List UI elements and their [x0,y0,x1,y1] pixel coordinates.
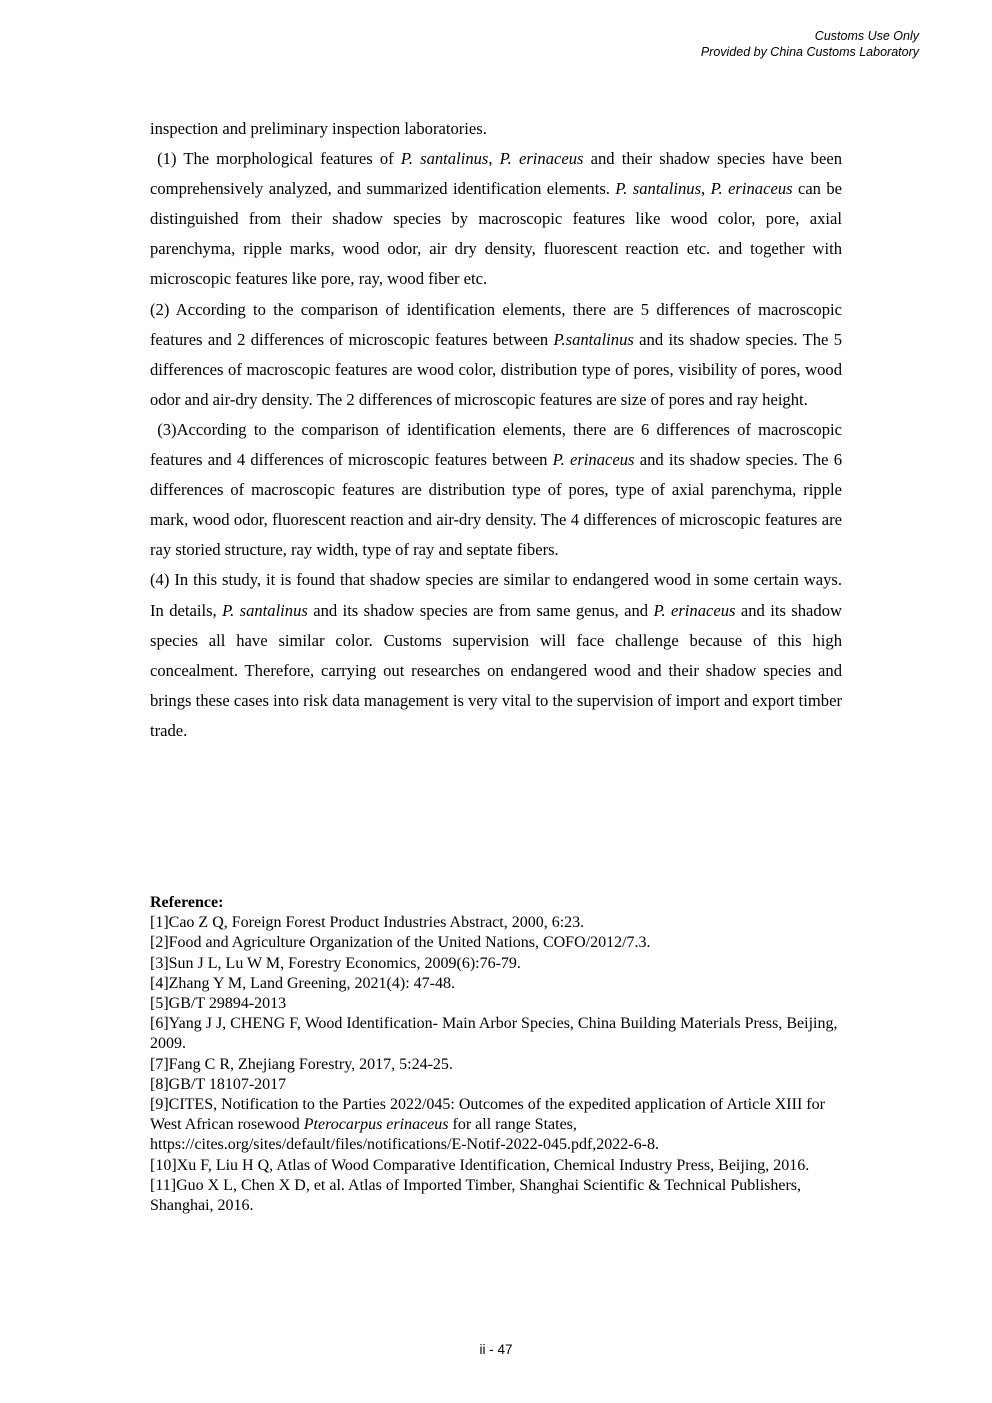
page-header [701,28,919,60]
reference-item: [7]Fang C R, Zhejiang Forestry, 2017, 5:24-25. [150,1055,453,1073]
species-name: P. santalinus [400,149,489,169]
header-line-customs-use: Customs Use Only [814,29,919,43]
species-name: P. erinaceus [710,179,793,199]
species-name: P. santalinus [222,600,308,620]
reference-item: [6]Yang J J, CHENG F, Wood Identification- Main Arbor Species, China Building Materials Press, Beijing, 2009. [150,1015,838,1053]
species-name: P. erinaceus [499,149,584,169]
reference-item: [5]GB/T 29894-2013 [150,995,287,1013]
reference-item: [3]Sun J L, Lu W M, Forestry Economics, 2009(6):76-79. [150,954,521,972]
paragraph-2: (2) According to the comparison of identification elements, there are 5 differences of macroscopic features and 2 differences of microscopic features between P.santalinus and its shadow species. The 5 differences of macroscopic features are wood color, distribution type of pores, visibility of pores, wood odor and air-dry density. The 2 differences of microscopic features are size of pores and ray height. [150,299,842,409]
header-line-provider: Provided by China Customs Laboratory [700,45,919,59]
species-name: P. erinaceus [653,600,736,620]
reference-item: [11]Guo X L, Chen X D, et al. Atlas of Imported Timber, Shanghai Scientific & Technical Publishers, Shanghai, 2016. [150,1176,802,1215]
reference-item: [2]Food and Agriculture Organization of the United Nations, COFO/2012/7.3. [150,934,651,952]
reference-item: [8]GB/T 18107-2017 [150,1075,287,1093]
species-name: P.santalinus [553,329,634,349]
species-name: P. erinaceus [552,450,635,470]
reference-item: [4]Zhang Y M, Land Greening, 2021(4): 47-48. [150,974,455,992]
species-name: Pterocarpus erinaceus [303,1116,449,1134]
page-number: ii - 47 [479,1342,513,1357]
reference-item: [10]Xu F, Liu H Q, Atlas of Wood Comparative Identification, Chemical Industry Press, Beijing, 2016. [150,1156,810,1174]
species-name: P. santalinus [615,179,702,199]
paragraph-4: (4) In this study, it is found that shadow species are similar to endangered wood in some certain ways. In details, P. santalinus and its shadow species are from same genus, and P. erinaceus and its shadow species all have similar color. Customs supervision will face challenge because of this high concealment. Therefore, carrying out researches on endangered wood and their shadow species and brings these cases into risk data management is very vital to the supervision of import and export timber trade. [150,570,842,740]
paragraph-3: (3)According to the comparison of identification elements, there are 6 differences of macroscopic features and 4 differences of microscopic features between P. erinaceus and its shadow species. The 6 differences of macroscopic features are distribution type of pores, type of axial parenchyma, ripple mark, wood odor, fluorescent reaction and air-dry density. The 4 differences of microscopic features are ray storied structure, ray width, type of ray and septate fibers. [150,419,842,560]
paragraph-1: (1) The morphological features of P. santalinus, P. erinaceus and their shadow species have been comprehensively analyzed, and summarized identification elements. P. santalinus, P. erinaceus can be distinguished from their shadow species by macroscopic features like wood color, pore, axial parenchyma, ripple marks, wood odor, air dry density, fluorescent reaction etc. and together with microscopic features like pore, ray, wood fiber etc. [150,149,843,289]
reference-list [150,893,850,1216]
reference-heading: Reference: [150,894,224,911]
reference-url[interactable]: https://cites.org/sites/default/files/notifications/E-Notif-2022-045.pdf,2022-6-8. [150,1136,659,1154]
conclusion-body [150,114,842,746]
reference-item: [1]Cao Z Q, Foreign Forest Product Industries Abstract, 2000, 6:23. [150,914,585,932]
intro-line: inspection and preliminary inspection laboratories. [150,119,487,138]
reference-item: [9]CITES, Notification to the Parties 2022/045: Outcomes of the expedited application of Article XIII for West African rosewood Pterocarpus erinaceus for all range States, https://cites.org/sites/default/files/notifications/E-Notif-2022-045.pdf,2022-6-8. [150,1096,825,1154]
